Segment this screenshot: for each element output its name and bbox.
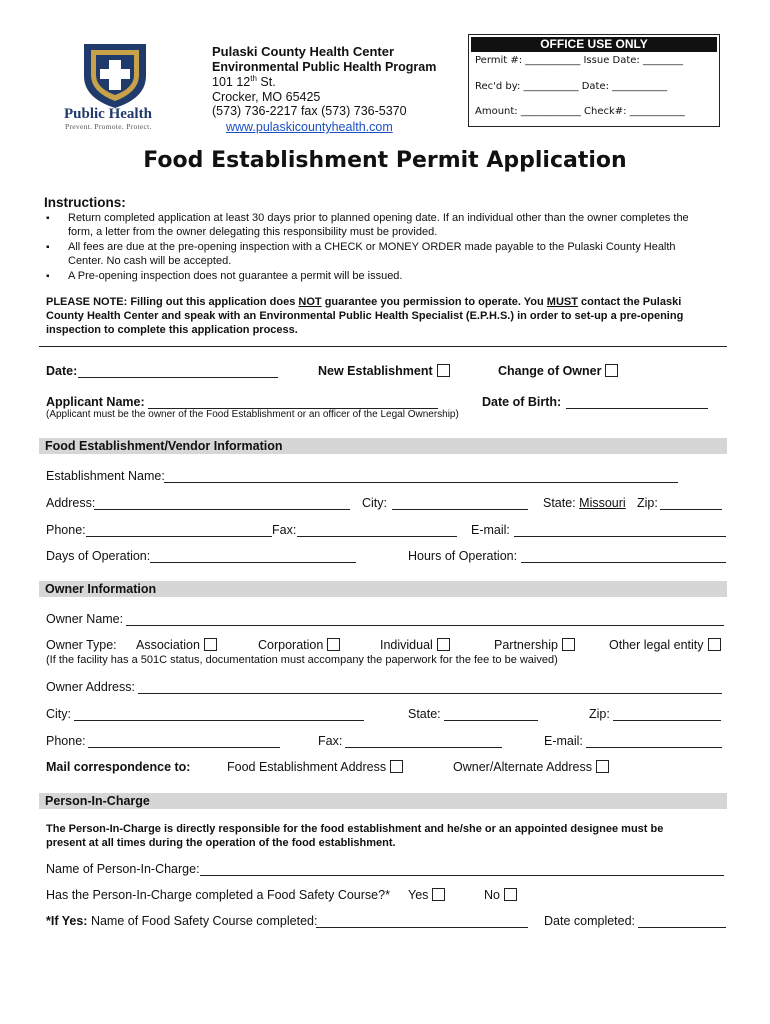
office-use-title: OFFICE USE ONLY <box>471 37 717 52</box>
address-label: Address: <box>46 496 96 510</box>
mail-correspondence-label: Mail correspondence to: <box>46 760 191 774</box>
partnership-checkbox[interactable] <box>562 638 575 651</box>
owner-type-association[interactable]: Association <box>136 638 217 652</box>
new-establishment-checkbox[interactable] <box>437 364 450 377</box>
recd-row: Rec'd by: ___________ Date: ___________ <box>475 81 668 92</box>
mail-establishment-checkbox[interactable] <box>390 760 403 773</box>
owner-address-label: Owner Address: <box>46 680 135 694</box>
instruction-item: ▪ All fees are due at the pre-opening inspection with a CHECK or MONEY ORDER made payable to the Pulaski County Health Center. No cash will be accepted. <box>46 241 714 268</box>
zip-field[interactable] <box>660 509 722 510</box>
pic-name-field[interactable] <box>200 875 724 876</box>
dob-field[interactable] <box>566 408 708 409</box>
owner-address-field[interactable] <box>138 693 722 694</box>
amount-row: Amount: ____________ Check#: ___________ <box>475 106 685 117</box>
days-field[interactable] <box>150 562 356 563</box>
change-owner-option[interactable]: Change of Owner <box>498 364 618 378</box>
course-question: Has the Person-In-Charge completed a Food Safety Course?* <box>46 888 390 902</box>
fax-label: Fax: <box>272 523 297 537</box>
owner-phone-field[interactable] <box>88 747 280 748</box>
email-field[interactable] <box>514 536 726 537</box>
owner-email-field[interactable] <box>586 747 722 748</box>
office-use-box <box>468 34 720 127</box>
owner-zip-label: Zip: <box>589 707 610 721</box>
org-name: Pulaski County Health Center <box>212 44 395 59</box>
section-owner: Owner Information <box>39 581 727 597</box>
owner-type-label: Owner Type: <box>46 638 117 652</box>
owner-zip-field[interactable] <box>613 720 721 721</box>
owner-fax-label: Fax: <box>318 734 343 748</box>
mail-owner-checkbox[interactable] <box>596 760 609 773</box>
owner-name-field[interactable] <box>126 625 724 626</box>
page-title: Food Establishment Permit Application <box>143 148 627 173</box>
pic-name-label: Name of Person-In-Charge: <box>46 862 200 876</box>
association-checkbox[interactable] <box>204 638 217 651</box>
individual-checkbox[interactable] <box>437 638 450 651</box>
instructions-list <box>46 212 714 286</box>
owner-state-field[interactable] <box>444 720 538 721</box>
owner-email-label: E-mail: <box>544 734 583 748</box>
new-establishment-option[interactable]: New Establishment <box>318 364 450 378</box>
owner-city-label: City: <box>46 707 71 721</box>
zip-label: Zip: <box>637 496 658 510</box>
other-entity-checkbox[interactable] <box>708 638 721 651</box>
course-yes-option[interactable]: Yes <box>408 888 445 902</box>
state-value: Missouri <box>579 496 626 510</box>
section-establishment: Food Establishment/Vendor Information <box>39 438 727 454</box>
program-name: Environmental Public Health Program <box>212 60 437 74</box>
owner-type-other[interactable]: Other legal entity <box>609 638 721 652</box>
instruction-item: ▪ A Pre-opening inspection does not guarantee a permit will be issued. <box>46 270 714 284</box>
logo-text: Public Health <box>64 106 152 122</box>
phone-fax: (573) 736-2217 fax (573) 736-5370 <box>212 104 407 118</box>
city-address: Crocker, MO 65425 <box>212 90 321 104</box>
address-field[interactable] <box>94 509 350 510</box>
instruction-item: ▪ Return completed application at least 30 days prior to planned opening date. If an individual other than the owner completes the form, a letter from the owner delegating this responsibility must be provided. <box>46 212 714 239</box>
dob-label: Date of Birth: <box>482 395 562 409</box>
owner-type-note: (If the facility has a 501C status, documentation must accompany the paperwork for the fee to be waived) <box>46 654 558 666</box>
section-person-in-charge: Person-In-Charge <box>39 793 727 809</box>
date-label: Date: <box>46 364 78 378</box>
course-name-label: *If Yes: Name of Food Safety Course completed: <box>46 914 318 928</box>
owner-type-partnership[interactable]: Partnership <box>494 638 575 652</box>
hours-label: Hours of Operation: <box>408 549 518 563</box>
owner-type-individual[interactable]: Individual <box>380 638 450 652</box>
applicant-note: (Applicant must be the owner of the Food Establishment or an officer of the Legal Ownership) <box>46 409 459 420</box>
date-completed-label: Date completed: <box>544 914 636 928</box>
days-label: Days of Operation: <box>46 549 151 563</box>
fax-field[interactable] <box>297 536 457 537</box>
owner-fax-field[interactable] <box>345 747 502 748</box>
date-field[interactable] <box>78 377 278 378</box>
establishment-name-field[interactable] <box>164 482 678 483</box>
corporation-checkbox[interactable] <box>327 638 340 651</box>
applicant-label: Applicant Name: <box>46 395 145 409</box>
mail-option-owner[interactable]: Owner/Alternate Address <box>453 760 609 774</box>
instructions-heading: Instructions: <box>44 195 126 210</box>
please-note: PLEASE NOTE: Filling out this application does NOT guarantee you permission to operate. You MUST contact the Pulaski County Health Center and speak with an Environmental Public Health Specialist (E.P.H.S.) in order to set-up a pre-opening inspection to complete this application process. <box>46 296 684 336</box>
public-health-logo <box>60 40 170 132</box>
change-owner-checkbox[interactable] <box>605 364 618 377</box>
course-name-field[interactable] <box>316 927 528 928</box>
pic-description: The Person-In-Charge is directly responsible for the food establishment and he/she or an appointed designee must be present at all times during the operation of the food establishment. <box>46 823 664 849</box>
mail-option-establishment[interactable]: Food Establishment Address <box>227 760 403 774</box>
website-link[interactable]: www.pulaskicountyhealth.com <box>226 120 393 134</box>
email-label: E-mail: <box>471 523 510 537</box>
shield-icon <box>60 40 170 110</box>
state-label: State: Missouri <box>543 496 626 510</box>
course-no-checkbox[interactable] <box>504 888 517 901</box>
logo-tagline: Prevent. Promote. Protect. <box>65 122 152 131</box>
street-address: 101 12th St. <box>212 74 276 90</box>
owner-state-label: State: <box>408 707 441 721</box>
date-completed-field[interactable] <box>638 927 726 928</box>
phone-label: Phone: <box>46 523 86 537</box>
permit-row: Permit #: ___________ Issue Date: ________ <box>475 55 683 66</box>
city-field[interactable] <box>392 509 528 510</box>
owner-type-corporation[interactable]: Corporation <box>258 638 340 652</box>
divider <box>39 346 727 347</box>
owner-city-field[interactable] <box>74 720 364 721</box>
course-no-option[interactable]: No <box>484 888 517 902</box>
owner-phone-label: Phone: <box>46 734 86 748</box>
course-yes-checkbox[interactable] <box>432 888 445 901</box>
establishment-name-label: Establishment Name: <box>46 469 165 483</box>
phone-field[interactable] <box>86 536 272 537</box>
hours-field[interactable] <box>521 562 726 563</box>
owner-name-label: Owner Name: <box>46 612 124 626</box>
city-label: City: <box>362 496 387 510</box>
